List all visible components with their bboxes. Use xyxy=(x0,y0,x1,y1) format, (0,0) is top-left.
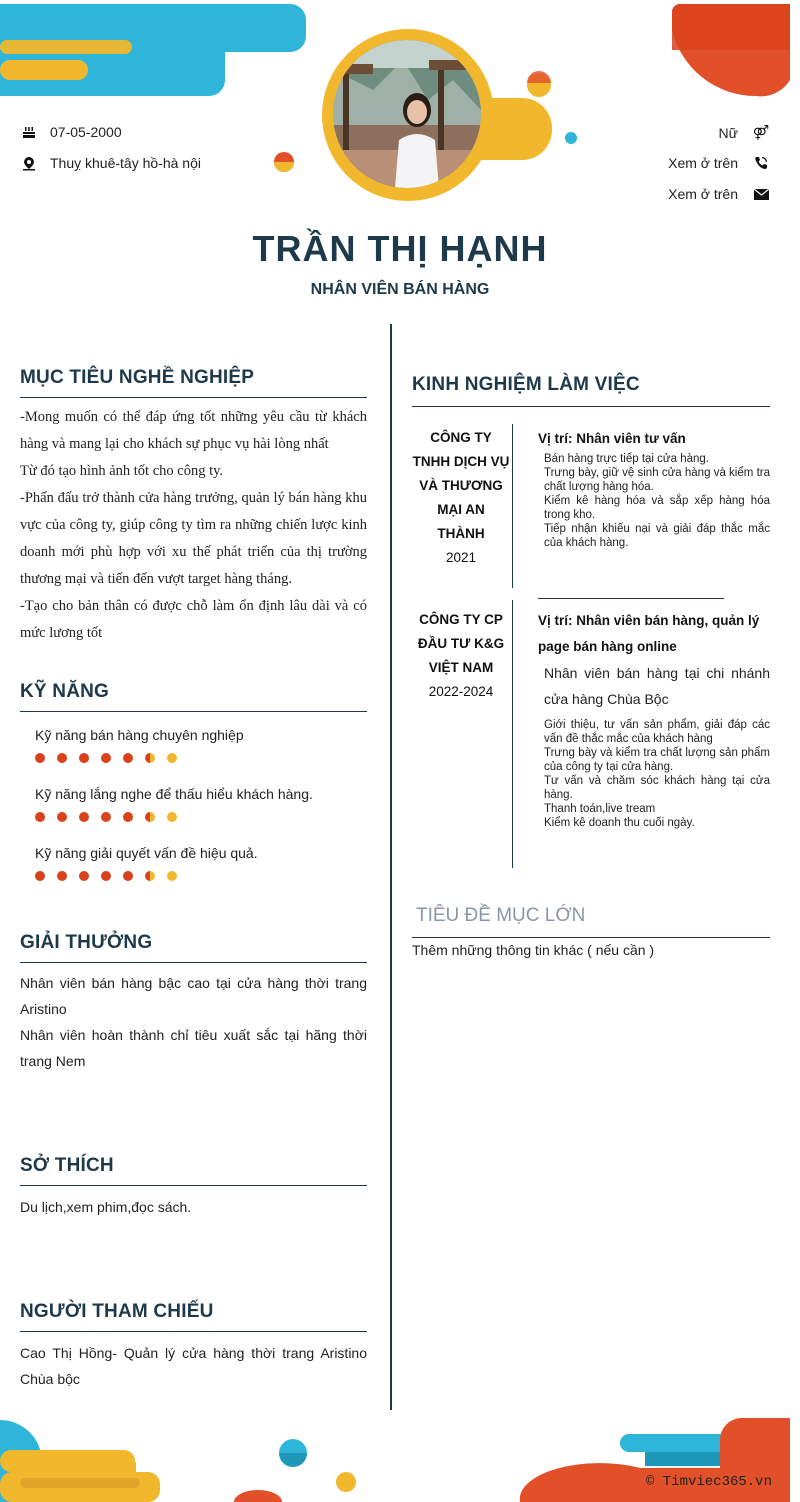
job-position: Vị trí: Nhân viên tư vấn xyxy=(538,431,686,446)
skill-rating xyxy=(35,812,177,822)
job-detail xyxy=(538,608,770,830)
extra-title: TIÊU ĐỀ MỤC LỚN xyxy=(416,905,586,926)
skill-name: Kỹ năng giải quyết vấn đề hiệu quả. xyxy=(35,845,258,861)
job-task: Trưng bày và kiểm tra chất lượng sản phẩm của công ty tại cửa hàng. xyxy=(544,747,770,773)
skill-rating xyxy=(35,871,177,881)
hobbies-title: SỞ THÍCH xyxy=(20,1155,114,1176)
phone-text: Xem ở trên xyxy=(668,155,738,171)
timeline-line xyxy=(512,600,513,868)
job-task: Thanh toán,live tream xyxy=(544,803,656,815)
awards-body xyxy=(20,970,367,1074)
experience-rule xyxy=(412,406,770,407)
location-pin-icon xyxy=(20,156,38,171)
award-line: Nhân viên bán hàng bậc cao tại cửa hàng thời trang Aristino xyxy=(20,975,367,1017)
gender-text: Nữ xyxy=(718,124,738,141)
timeline-line xyxy=(512,424,513,588)
job-task: Kiểm kê hàng hóa và sắp xếp hàng hóa trong kho. xyxy=(544,495,770,521)
rating-dot xyxy=(79,753,89,763)
email-text: Xem ở trên xyxy=(668,186,738,202)
objective-line: -Tạo cho bản thân có được chỗ làm ổn định lâu dài và có mức lương tốt xyxy=(20,598,367,641)
rating-dot xyxy=(123,812,133,822)
gender-row xyxy=(719,124,770,141)
objective-line: -Phấn đấu trở thành cửa hàng trưởng, quản lý bán hàng khu vực của công ty, giúp công ty tìm ra những chiến lược kinh doanh mới phù hợp với xu thế phát triển của thị trường thương mại và tiến đến vượt target hàng tháng. xyxy=(20,490,367,587)
hobbies-rule xyxy=(20,1185,367,1186)
cake-icon xyxy=(20,125,38,139)
skill-rating xyxy=(35,753,177,763)
rating-dot xyxy=(123,753,133,763)
references-rule xyxy=(20,1331,367,1332)
job-task: Giới thiệu, tư vấn sản phẩm, giải đáp các vấn đề thắc mắc của khách hàng xyxy=(544,719,770,745)
skill-name: Kỹ năng lắng nghe để thấu hiểu khách hàng. xyxy=(35,786,313,802)
rating-dot xyxy=(57,753,67,763)
rating-dot xyxy=(35,871,45,881)
awards-title: GIẢI THƯỞNG xyxy=(20,932,153,953)
rating-dot xyxy=(35,812,45,822)
job-company-block xyxy=(412,426,510,570)
awards-rule xyxy=(20,962,367,963)
rating-dot xyxy=(145,871,155,881)
job-task: Bán hàng trực tiếp tại cửa hàng. xyxy=(544,453,709,465)
address-row xyxy=(20,155,201,171)
skills-title: KỸ NĂNG xyxy=(20,681,110,702)
gender-icon: ⚤ xyxy=(752,124,770,140)
address-text: Thuỵ khuê-tây hồ-hà nội xyxy=(50,155,201,171)
rating-dot xyxy=(167,871,177,881)
job-task: Tiếp nhận khiếu nại và giải đáp thắc mắc của khách hàng. xyxy=(544,523,770,549)
job-task: Trưng bày, giữ vệ sinh cửa hàng và kiểm tra chất lượng hàng hóa. xyxy=(544,467,770,493)
rating-dot xyxy=(101,753,111,763)
job-company: CÔNG TY TNHH DỊCH VỤ VÀ THƯƠNG MẠI AN THÀNH xyxy=(412,430,510,541)
rating-dot xyxy=(123,871,133,881)
rating-dot xyxy=(79,812,89,822)
rating-dot xyxy=(145,812,155,822)
birthday-text: 07-05-2000 xyxy=(50,124,122,140)
objective-line: -Mong muốn có thể đáp ứng tốt những yêu cầu từ khách hàng và mang lại cho khách sự phục vụ hài lòng nhất xyxy=(20,409,367,452)
candidate-name: TRẦN THỊ HẠNH xyxy=(252,228,548,269)
references-text: Cao Thị Hồng- Quản lý cửa hàng thời trang Aristino Chùa bộc xyxy=(20,1345,367,1387)
experience-title: KINH NGHIỆM LÀM VIỆC xyxy=(412,374,640,395)
phone-icon xyxy=(752,156,770,170)
job-company: CÔNG TY CP ĐẦU TƯ K&G VIỆT NAM xyxy=(417,612,505,675)
job-separator xyxy=(538,598,724,599)
rating-dot xyxy=(79,871,89,881)
candidate-role: NHÂN VIÊN BÁN HÀNG xyxy=(310,281,490,298)
hobbies-text: Du lịch,xem phim,đọc sách. xyxy=(20,1199,192,1215)
job-task: Tư vấn và chăm sóc khách hàng tại cửa hàng. xyxy=(544,775,770,801)
job-task: Kiểm kê doanh thu cuối ngày. xyxy=(544,817,695,829)
objective-line: Từ đó tạo hình ảnh tốt cho công ty. xyxy=(20,463,224,479)
extra-text: Thêm những thông tin khác ( nếu cần ) xyxy=(412,942,655,958)
avatar xyxy=(333,40,481,188)
job-summary: Nhân viên bán hàng tại chi nhánh cửa hàng Chùa Bộc xyxy=(544,665,770,707)
extra-rule xyxy=(412,937,770,938)
rating-dot xyxy=(167,753,177,763)
rating-dot xyxy=(57,871,67,881)
objective-title: MỤC TIÊU NGHỀ NGHIỆP xyxy=(20,367,255,388)
job-detail xyxy=(538,426,770,550)
job-company-block xyxy=(412,608,510,704)
rating-dot xyxy=(145,753,155,763)
award-line: Nhân viên hoàn thành chỉ tiêu xuất sắc tại hãng thời trang Nem xyxy=(20,1027,367,1069)
rating-dot xyxy=(57,812,67,822)
footer-watermark: © Timviec365.vn xyxy=(645,1474,772,1490)
rating-dot xyxy=(101,871,111,881)
job-period: 2021 xyxy=(445,550,477,565)
rating-dot xyxy=(35,753,45,763)
objective-body xyxy=(20,404,367,647)
objective-rule xyxy=(20,397,367,398)
skill-name: Kỹ năng bán hàng chuyên nghiệp xyxy=(35,727,244,743)
envelope-icon xyxy=(752,189,770,200)
skills-rule xyxy=(20,711,367,712)
email-row xyxy=(668,186,770,202)
job-position: Vị trí: Nhân viên bán hàng, quản lý page bán hàng online xyxy=(538,613,760,654)
rating-dot xyxy=(101,812,111,822)
column-divider xyxy=(390,324,392,1410)
rating-dot xyxy=(167,812,177,822)
birthday-row xyxy=(20,124,122,140)
references-title: NGƯỜI THAM CHIẾU xyxy=(20,1301,214,1322)
phone-row xyxy=(668,155,770,171)
job-period: 2022-2024 xyxy=(428,684,494,699)
